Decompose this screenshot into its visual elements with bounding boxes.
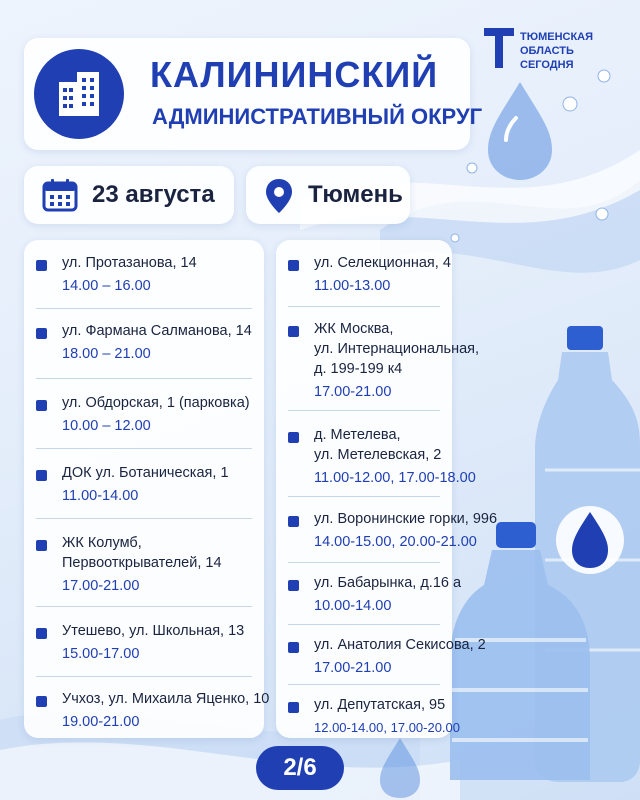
brand-line: СЕГОДНЯ bbox=[520, 59, 574, 71]
divider bbox=[36, 308, 252, 309]
bullet-icon bbox=[288, 326, 299, 337]
time-range: 17.00-21.00 bbox=[314, 384, 392, 400]
date-badge bbox=[24, 166, 234, 224]
address-line: ул. Депутатская, 95 bbox=[314, 697, 446, 713]
bullet-icon bbox=[36, 400, 47, 411]
address-line: ул. Фармана Салманова, 14 bbox=[62, 323, 252, 339]
time-range: 11.00-13.00 bbox=[314, 278, 391, 294]
divider bbox=[288, 624, 440, 625]
divider bbox=[36, 606, 252, 607]
divider bbox=[36, 518, 252, 519]
divider bbox=[36, 448, 252, 449]
time-range: 10.00-14.00 bbox=[314, 598, 392, 614]
bullet-icon bbox=[288, 260, 299, 271]
address-line: ул. Воронинские горки, 996 bbox=[314, 511, 498, 527]
bullet-icon bbox=[36, 470, 47, 481]
time-range: 15.00-17.00 bbox=[62, 646, 140, 662]
bullet-icon bbox=[288, 580, 299, 591]
address-line: ул. Интернациональная, bbox=[314, 341, 480, 357]
building-icon bbox=[34, 49, 124, 139]
address-line: ул. Бабарынка, д.16 а bbox=[314, 575, 462, 591]
divider bbox=[288, 306, 440, 307]
address-line: д. Метелева, bbox=[314, 427, 401, 443]
page-title: КАЛИНИНСКИЙ bbox=[150, 54, 439, 95]
address-line: ул. Протазанова, 14 bbox=[62, 255, 197, 271]
page-subtitle: АДМИНИСТРАТИВНЫЙ ОКРУГ bbox=[152, 104, 483, 129]
brand-line: ОБЛАСТЬ bbox=[520, 45, 574, 57]
address-line: Учхоз, ул. Михаила Яценко, 10 bbox=[62, 691, 270, 707]
time-range: 11.00-12.00, 17.00-18.00 bbox=[314, 470, 476, 486]
brand-name bbox=[520, 30, 593, 72]
time-range: 19.00-21.00 bbox=[62, 714, 140, 730]
address-line: ул. Обдорская, 1 (парковка) bbox=[62, 395, 250, 411]
divider bbox=[288, 410, 440, 411]
address-line: ЖК Колумб, bbox=[62, 535, 142, 551]
time-range: 18.00 – 21.00 bbox=[62, 346, 151, 362]
address-line: ЖК Москва, bbox=[314, 321, 394, 337]
page-indicator: 2/6 bbox=[256, 746, 344, 790]
calendar-icon bbox=[42, 178, 78, 212]
time-range: 17.00-21.00 bbox=[62, 578, 140, 594]
time-range: 17.00-21.00 bbox=[314, 660, 392, 676]
bullet-icon bbox=[288, 642, 299, 653]
time-range: 14.00 – 16.00 bbox=[62, 278, 151, 294]
bullet-icon bbox=[288, 702, 299, 713]
district-header bbox=[24, 38, 483, 150]
schedule-list-right bbox=[276, 240, 498, 738]
divider bbox=[288, 684, 440, 685]
t-logo-icon bbox=[484, 28, 514, 68]
city-label: Тюмень bbox=[308, 181, 403, 208]
divider bbox=[36, 378, 252, 379]
address-line: Первооткрывателей, 14 bbox=[62, 555, 222, 571]
location-pin-icon bbox=[264, 178, 294, 214]
address-line: Утешево, ул. Школьная, 13 bbox=[62, 623, 245, 639]
time-range: 10.00 – 12.00 bbox=[62, 418, 151, 434]
bullet-icon bbox=[36, 540, 47, 551]
address-line: ул. Метелевская, 2 bbox=[314, 447, 442, 463]
divider bbox=[36, 676, 252, 677]
time-range: 12.00-14.00, 17.00-20.00 bbox=[314, 720, 461, 735]
date-label: 23 августа bbox=[92, 181, 215, 208]
bullet-icon bbox=[36, 328, 47, 339]
address-line: ул. Анатолия Секисова, 2 bbox=[314, 637, 486, 653]
bullet-icon bbox=[288, 432, 299, 443]
address-line: ДОК ул. Ботаническая, 1 bbox=[62, 465, 229, 481]
city-badge bbox=[246, 166, 410, 224]
bullet-icon bbox=[36, 260, 47, 271]
address-line: ул. Селекционная, 4 bbox=[314, 255, 451, 271]
bullet-icon bbox=[36, 696, 47, 707]
schedule-list-left bbox=[24, 240, 270, 738]
address-line: д. 199-199 к4 bbox=[314, 361, 403, 377]
water-drop-icon bbox=[488, 82, 552, 180]
brand-line: ТЮМЕНСКАЯ bbox=[520, 31, 594, 43]
divider bbox=[288, 496, 440, 497]
divider bbox=[288, 562, 440, 563]
time-range: 11.00-14.00 bbox=[62, 488, 139, 504]
bullet-icon bbox=[288, 516, 299, 527]
bullet-icon bbox=[36, 628, 47, 639]
time-range: 14.00-15.00, 20.00-21.00 bbox=[314, 534, 477, 550]
